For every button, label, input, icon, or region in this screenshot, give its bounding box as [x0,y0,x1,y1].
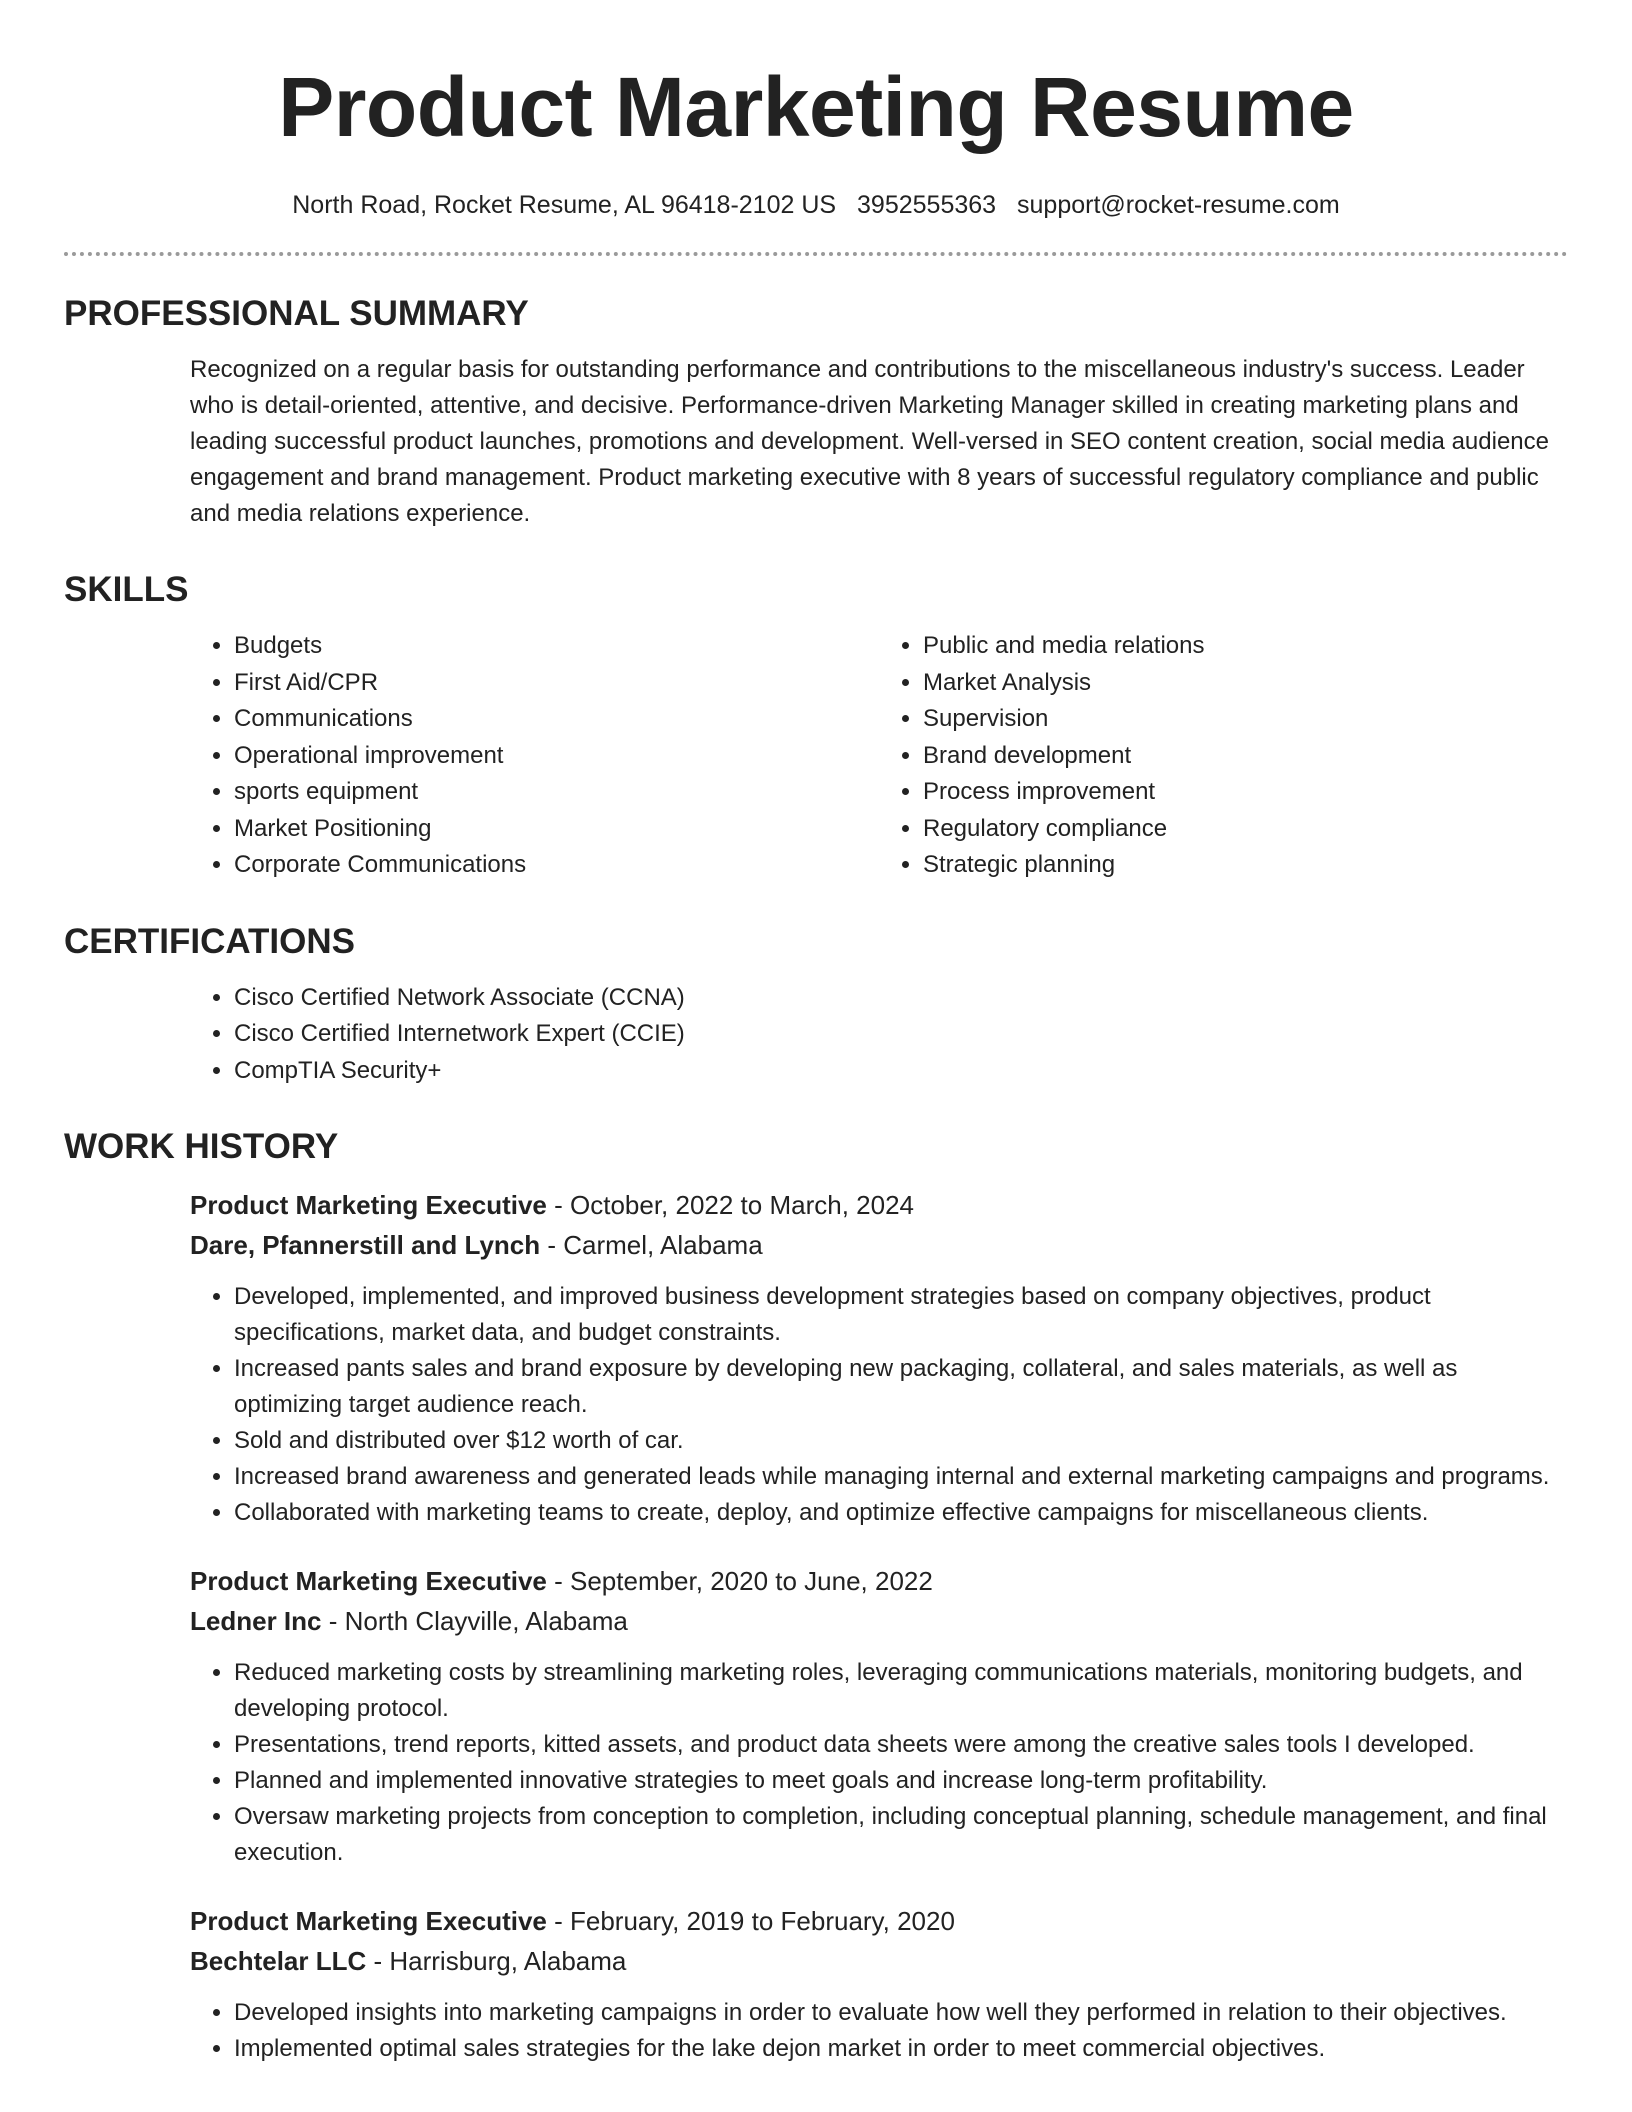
job-bullet: • Collaborated with marketing teams to create, deploy, and optimize effective campaigns for miscellaneous clients. [234,1495,1568,1531]
skills-heading: SKILLS [64,570,189,609]
job-company-line [190,1225,1568,1265]
job-company-line [190,1941,1568,1981]
summary-heading: PROFESSIONAL SUMMARY [64,294,529,333]
skill-item: • Process improvement [923,774,1568,811]
contact-address: North Road, Rocket Resume, AL 96418-2102 US [292,191,837,219]
job-bullet: • Developed, implemented, and improved business development strategies based on company objectives, product specifications, market data, and budget constraints. [234,1279,1568,1351]
skill-item: • First Aid/CPR [234,665,879,702]
job-company-line [190,1601,1568,1641]
certifications-heading: CERTIFICATIONS [64,921,356,961]
skill-item: • Market Positioning [234,811,879,848]
work-history-heading: WORK HISTORY [64,1127,339,1166]
skill-item: • Strategic planning [923,847,1568,884]
work-history-section [64,1125,1568,2067]
skill-item: • Supervision [923,701,1568,738]
job-location: - Harrisburg, Alabama [366,1946,627,1976]
job-bullets [190,1995,1568,2067]
job-bullet: • Implemented optimal sales strategies for the lake dejon market in order to meet commercial objectives. [234,2031,1568,2067]
skill-item: • Regulatory compliance [923,811,1568,848]
job-title-line [190,1901,1568,1941]
skills-list-left [190,628,879,884]
certification-item: • Cisco Certified Network Associate (CCNA) [234,980,1568,1017]
job-location: - North Clayville, Alabama [321,1606,628,1636]
job-bullet: • Oversaw marketing projects from conception to completion, including conceptual planning, schedule management, and final execution. [234,1799,1568,1871]
job-entry [190,1185,1568,1531]
header-divider [64,252,1568,256]
job-bullet: • Sold and distributed over $12 worth of car. [234,1423,1568,1459]
contact-email[interactable]: support@rocket-resume.com [1017,191,1340,219]
job-title: Product Marketing Executive [190,1566,547,1596]
job-bullets [190,1655,1568,1871]
job-dates: - September, 2020 to June, 2022 [546,1566,933,1596]
skill-item: • Communications [234,701,879,738]
certification-item: • Cisco Certified Internetwork Expert (CCIE) [234,1016,1568,1053]
contact-line [64,188,1568,222]
job-entry [190,1561,1568,1871]
skills-section [64,568,1568,884]
job-company: Bechtelar LLC [190,1946,367,1976]
resume-title: Product Marketing Resume [278,60,1354,154]
job-entry [190,1901,1568,2067]
summary-text: Recognized on a regular basis for outstanding performance and contributions to the miscellaneous industry's success. Leader who is detail-oriented, attentive, and decisive. Performance-driven Marketing Manager skilled in creating marketing plans and leading successful product launches, promotions and development. Well-versed in SEO content creation, social media audience engagement and brand management. Product marketing executive with 8 years of successful regulatory compliance and public and media relations experience. [190,356,1549,527]
skill-item: • Operational improvement [234,738,879,775]
job-bullet: • Increased brand awareness and generated leads while managing internal and external marketing campaigns and programs. [234,1459,1568,1495]
skills-list-right [879,628,1568,884]
certifications-section [64,920,1568,1090]
skill-item: • Brand development [923,738,1568,775]
job-title-line [190,1561,1568,1601]
job-bullet: • Increased pants sales and brand exposure by developing new packaging, collateral, and sales materials, as well as optimizing target audience reach. [234,1351,1568,1423]
job-title: Product Marketing Executive [190,1906,547,1936]
job-company: Dare, Pfannerstill and Lynch [190,1230,541,1260]
job-location: - Carmel, Alabama [540,1230,763,1260]
job-bullet: • Reduced marketing costs by streamlining marketing roles, leveraging communications materials, monitoring budgets, and developing protocol. [234,1655,1568,1727]
certifications-list [190,980,1568,1090]
job-title: Product Marketing Executive [190,1190,547,1220]
skill-item: • Budgets [234,628,879,665]
skill-item: • Corporate Communications [234,847,879,884]
job-bullet: • Presentations, trend reports, kitted assets, and product data sheets were among the creative sales tools I developed. [234,1727,1568,1763]
skill-item: • Public and media relations [923,628,1568,665]
job-bullet: • Developed insights into marketing campaigns in order to evaluate how well they performed in relation to their objectives. [234,1995,1568,2031]
skill-item: • sports equipment [234,774,879,811]
job-dates: - February, 2019 to February, 2020 [546,1906,955,1936]
job-bullets [190,1279,1568,1531]
job-bullet: • Planned and implemented innovative strategies to meet goals and increase long-term profitability. [234,1763,1568,1799]
job-title-line [190,1185,1568,1225]
job-company: Ledner Inc [190,1606,322,1636]
contact-phone: 3952555363 [857,191,997,219]
job-dates: - October, 2022 to March, 2024 [546,1190,914,1220]
resume-header [64,0,1568,256]
skill-item: • Market Analysis [923,665,1568,702]
summary-section [64,292,1568,532]
certification-item: • CompTIA Security+ [234,1053,1568,1090]
